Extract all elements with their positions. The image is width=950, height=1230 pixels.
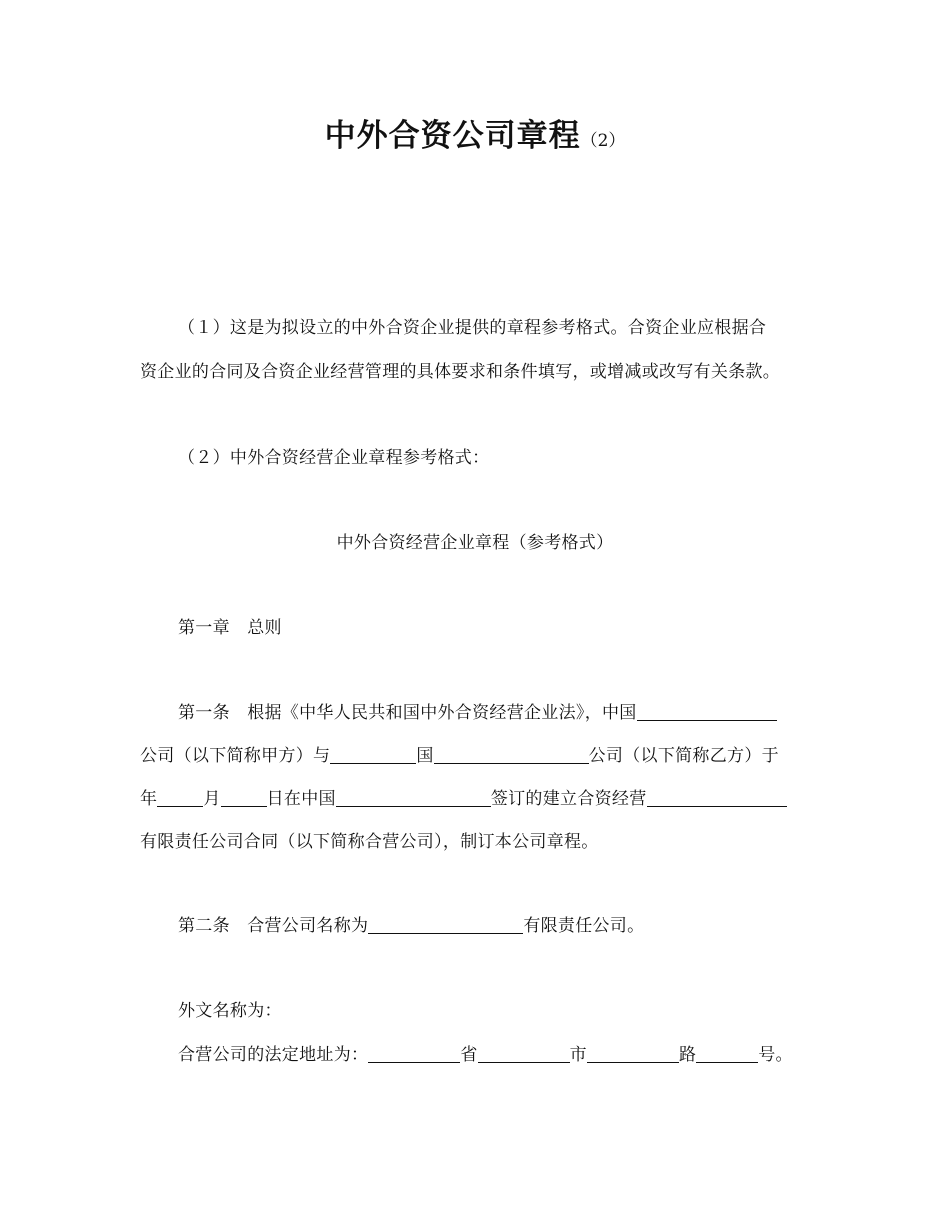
blank-address-1[interactable] [368, 1044, 460, 1063]
article-1-text-g: 日在中国 [266, 789, 336, 809]
article-1-text-c: 国 [416, 746, 434, 766]
article-2 [178, 913, 644, 939]
address-text-e: 号。 [758, 1045, 793, 1065]
title-suffix: （2） [580, 131, 626, 151]
article-2-text-b: 有限责任公司。 [523, 916, 645, 936]
article-1-text-f: 月 [203, 789, 221, 809]
blank-city[interactable] [587, 1044, 679, 1063]
blank-jv-name[interactable] [647, 788, 787, 807]
blank-foreign-company[interactable] [434, 745, 589, 764]
foreign-name-line: 外文名称为： [178, 1001, 282, 1021]
blank-china-company[interactable] [637, 702, 777, 721]
blank-signing-place[interactable] [336, 788, 491, 807]
sub-title: 中外合资经营企业章程（参考格式） [336, 533, 614, 553]
chapter-1-heading: 第一章 总则 [178, 618, 282, 638]
article-2-text-a: 第二条 合营公司名称为 [178, 916, 369, 936]
title-main: 中外合资公司章程 [324, 118, 581, 154]
blank-province[interactable] [478, 1044, 570, 1063]
intro-2: （２）中外合资经营企业章程参考格式： [178, 448, 490, 468]
blank-country[interactable] [330, 745, 416, 764]
article-1-line3 [140, 786, 787, 812]
intro-1-line1: （１）这是为拟设立的中外合资企业提供的章程参考格式。合资企业应根据合 [178, 318, 767, 338]
article-1-text-e: 年 [140, 789, 158, 809]
blank-company-name[interactable] [368, 915, 523, 934]
document-title [0, 110, 950, 155]
article-1-text-a: 第一条 根据《中华人民共和国中外合资经营企业法》，中国 [178, 703, 637, 723]
address-text-b: 省 [460, 1045, 478, 1065]
address-text-c: 市 [569, 1045, 587, 1065]
intro-1-line2: 资企业的合同及合资企业经营管理的具体要求和条件填写，或增减或改写有关条款。 [140, 362, 781, 382]
blank-month[interactable] [221, 788, 267, 807]
address-line [178, 1042, 793, 1068]
article-1-text-d: 公司（以下简称乙方）于 [588, 746, 779, 766]
article-1-line4: 有限责任公司合同（以下简称合营公司），制订本公司章程。 [140, 832, 599, 852]
address-text-d: 路 [678, 1045, 697, 1065]
article-1-line1 [178, 700, 777, 726]
blank-year[interactable] [157, 788, 203, 807]
address-text-a: 合营公司的法定地址为： [178, 1045, 369, 1065]
blank-road[interactable] [696, 1044, 758, 1063]
article-1-line2 [140, 743, 779, 769]
article-1-text-b: 公司（以下简称甲方）与 [140, 746, 331, 766]
article-1-text-h: 签订的建立合资经营 [490, 789, 647, 809]
